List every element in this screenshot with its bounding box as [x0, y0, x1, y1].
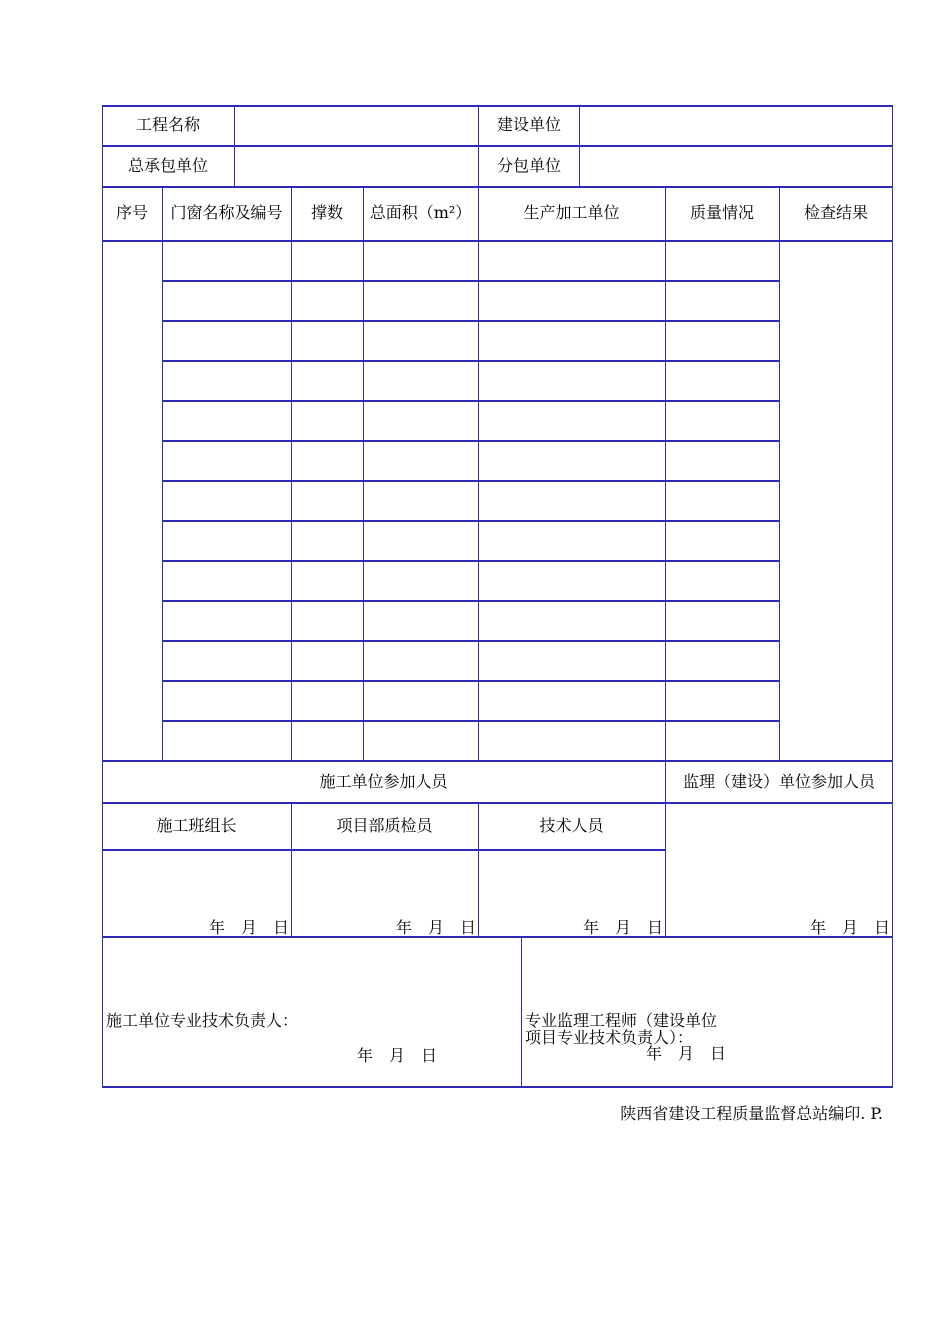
column-header-door-window: 门窗名称及编号 [170, 203, 283, 222]
divider-column-2 [363, 186, 364, 760]
builder-label: 建设单位 [496, 115, 561, 134]
rule-data-row [162, 520, 779, 522]
rule-header-2 [102, 186, 893, 188]
rule-data-row [162, 320, 779, 322]
date-team-leader: 年 月 日 [209, 918, 290, 937]
rule-data-row [162, 360, 779, 362]
rule-data-row [162, 400, 779, 402]
construction-participants-label: 施工单位参加人员 [319, 772, 448, 791]
subcontractor-label: 分包单位 [496, 156, 561, 175]
general-contractor-label: 总承包单位 [127, 156, 208, 175]
divider-column-4 [665, 186, 666, 760]
column-header-count: 撑数 [310, 203, 343, 222]
divider-column-0 [162, 186, 163, 760]
date-technician: 年 月 日 [583, 918, 664, 937]
divider-column-5 [779, 186, 780, 760]
rule-data-row [162, 720, 779, 722]
role-technician: 技术人员 [539, 816, 604, 835]
date-quality-inspector: 年 月 日 [396, 918, 477, 937]
divider-signatures [521, 936, 522, 1087]
project-name-label: 工程名称 [135, 115, 200, 134]
divider-column-3 [478, 186, 479, 760]
role-team-leader: 施工班组长 [156, 816, 237, 835]
divider-header-a [234, 105, 235, 186]
rule-header-1 [102, 145, 893, 147]
column-header-quality: 质量情况 [689, 203, 754, 222]
rule-data-row [162, 600, 779, 602]
column-header-result: 检查结果 [803, 203, 868, 222]
rule-participants [102, 802, 893, 804]
divider-column-1 [291, 186, 292, 760]
supervision-participants-label: 监理（建设）单位参加人员 [682, 772, 875, 791]
construction-tech-lead-date: 年 月 日 [357, 1046, 438, 1065]
rule-data-row [162, 680, 779, 682]
rule-data-row [162, 480, 779, 482]
border-left [102, 105, 103, 1087]
rule-column-header [102, 240, 893, 242]
publisher-footer: 陕西省建设工程质量监督总站编印. P. [620, 1104, 883, 1123]
role-quality-inspector: 项目部质检员 [336, 816, 433, 835]
column-header-manufacturer: 生产加工单位 [523, 203, 620, 222]
rule-roles [102, 849, 665, 851]
rule-data-row [162, 280, 779, 282]
rule-data-row [162, 440, 779, 442]
column-header-area: 总面积（m²） [369, 203, 472, 222]
supervisor-label-line2: 项目专业技术负责人）： [525, 1028, 694, 1047]
border-top [102, 105, 893, 107]
rule-data-row [162, 640, 779, 642]
rule-data-row [162, 560, 779, 562]
column-header-index: 序号 [115, 203, 148, 222]
supervisor-label-line1: 专业监理工程师（建设单位 [525, 1011, 718, 1030]
rule-table-bottom [102, 760, 893, 762]
border-bottom [102, 1086, 893, 1088]
inspection-form [102, 105, 893, 1087]
construction-tech-lead-label: 施工单位专业技术负责人： [106, 1011, 299, 1030]
border-right [892, 105, 893, 1087]
supervisor-date: 年 月 日 [646, 1044, 727, 1063]
date-supervision: 年 月 日 [810, 918, 891, 937]
